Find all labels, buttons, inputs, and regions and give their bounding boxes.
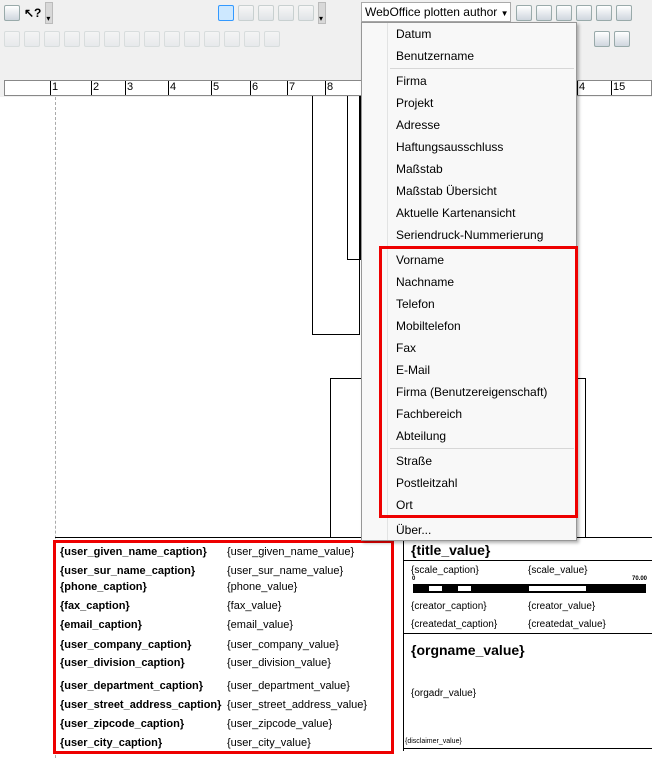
ruler-tick: 3 <box>127 81 134 93</box>
toolbar-row-1-mid <box>214 0 330 26</box>
layout-select[interactable] <box>361 2 511 22</box>
user-field-caption[interactable]: {email_caption} <box>60 619 142 631</box>
user-field-caption[interactable]: {user_department_caption} <box>60 680 204 692</box>
user-field-value[interactable]: {user_city_value} <box>227 737 311 749</box>
scalebar-start: 0 <box>412 576 416 582</box>
align-icon[interactable] <box>144 31 160 47</box>
center-icon[interactable] <box>164 31 180 47</box>
menu-separator <box>390 68 574 69</box>
move-icon[interactable] <box>104 31 120 47</box>
menu-item[interactable]: Benutzername <box>396 49 475 63</box>
chevron-down-icon: ▼ <box>500 9 509 18</box>
user-field-value[interactable]: {fax_value} <box>227 600 282 612</box>
user-field-caption[interactable]: {user_street_address_caption} <box>60 699 222 711</box>
menu-item[interactable]: Firma (Benutzereigenschaft) <box>396 385 548 399</box>
ruler-tick: 2 <box>93 81 100 93</box>
user-field-value[interactable]: {user_given_name_value} <box>227 546 355 558</box>
creator-caption: {creator_caption} <box>411 601 487 612</box>
user-items-highlight <box>379 246 578 518</box>
user-field-caption[interactable]: {user_sur_name_caption} <box>60 565 196 577</box>
menu-item[interactable]: Mobiltelefon <box>396 319 461 333</box>
ruler-tick: 4 <box>170 81 177 93</box>
title-block[interactable] <box>403 538 652 751</box>
scalebar <box>413 584 646 593</box>
database-icon[interactable] <box>278 5 294 21</box>
menu-item[interactable]: Postleitzahl <box>396 476 458 490</box>
copy-icon[interactable] <box>238 5 254 21</box>
cross-icon[interactable] <box>184 31 200 47</box>
menu-item[interactable]: Fax <box>396 341 417 355</box>
menu-item[interactable]: Telefon <box>396 297 435 311</box>
select-icon[interactable] <box>4 31 20 47</box>
ruler-tick: 5 <box>213 81 220 93</box>
help-pointer-icon[interactable]: ↖? <box>24 6 42 20</box>
image-icon[interactable] <box>244 31 260 47</box>
user-field-caption[interactable]: {user_division_caption} <box>60 657 185 669</box>
resize-icon[interactable] <box>124 31 140 47</box>
title-value: {title_value} <box>411 542 491 558</box>
polygon-icon[interactable] <box>84 31 100 47</box>
menu-item[interactable]: Aktuelle Kartenansicht <box>396 206 516 220</box>
curve-icon[interactable] <box>64 31 80 47</box>
menu-item[interactable]: Fachbereich <box>396 407 463 421</box>
toolbar-row-2-right <box>590 26 634 52</box>
ruler-tick: 7 <box>289 81 296 93</box>
scale-value: {scale_value} <box>528 565 588 576</box>
user-field-value[interactable]: {phone_value} <box>227 581 298 593</box>
document-icon[interactable] <box>616 5 632 21</box>
user-field-caption[interactable]: {phone_caption} <box>60 581 147 593</box>
menu-item[interactable]: Über... <box>396 523 432 537</box>
creator-value: {creator_value} <box>528 601 596 612</box>
map-delete-icon[interactable] <box>614 31 630 47</box>
menu-item[interactable]: Adresse <box>396 118 441 132</box>
user-field-value[interactable]: {user_division_value} <box>227 657 331 669</box>
menu-item[interactable]: Maßstab Übersicht <box>396 184 497 198</box>
scale-caption: {scale_caption} <box>411 565 479 576</box>
createdat-value: {createdat_value} <box>528 619 606 630</box>
ruler-tick: 15 <box>613 81 626 93</box>
divider <box>404 560 652 561</box>
orgname-value: {orgname_value} <box>411 642 525 658</box>
layout-select-value: WebOffice plotten author <box>365 5 498 19</box>
table-icon[interactable] <box>224 31 240 47</box>
save-copy-icon[interactable] <box>556 5 572 21</box>
user-field-value[interactable]: {user_company_value} <box>227 639 339 651</box>
map-export-icon[interactable] <box>594 31 610 47</box>
rotate-icon[interactable] <box>204 31 220 47</box>
sort-icon[interactable] <box>298 5 314 21</box>
ruler-tick: 8 <box>327 81 334 93</box>
menu-item[interactable]: Straße <box>396 454 433 468</box>
menu-item[interactable]: Nachname <box>396 275 455 289</box>
menu-item[interactable]: Haftungsausschluss <box>396 140 504 154</box>
user-field-caption[interactable]: {user_zipcode_caption} <box>60 718 185 730</box>
ruler-tick: 4 <box>579 81 586 93</box>
divider <box>404 633 652 634</box>
toolbar-row-2 <box>0 26 284 52</box>
menu-item[interactable]: Vorname <box>396 253 445 267</box>
user-field-value[interactable]: {user_department_value} <box>227 680 350 692</box>
menu-item[interactable]: E-Mail <box>396 363 431 377</box>
toolbar-row-1-left <box>0 0 57 26</box>
user-field-caption[interactable]: {user_given_name_caption} <box>60 546 207 558</box>
orgadr-value: {orgadr_value} <box>411 688 477 699</box>
user-field-value[interactable]: {email_value} <box>227 619 294 631</box>
list-icon[interactable] <box>596 5 612 21</box>
save-layout-icon[interactable] <box>516 5 532 21</box>
ruler-tick: 6 <box>252 81 259 93</box>
save-as-icon[interactable] <box>536 5 552 21</box>
user-field-value[interactable]: {user_zipcode_value} <box>227 718 333 730</box>
createdat-caption: {createdat_caption} <box>411 619 498 630</box>
menu-item[interactable]: Projekt <box>396 96 434 110</box>
menu-item[interactable]: Abteilung <box>396 429 447 443</box>
menu-item[interactable]: Seriendruck-Nummerierung <box>396 228 544 242</box>
menu-item[interactable]: Ort <box>396 498 413 512</box>
menu-item[interactable]: Maßstab <box>396 162 443 176</box>
menu-item[interactable]: Datum <box>396 27 432 41</box>
menu-item[interactable]: Firma <box>396 74 427 88</box>
scalebar-end: 70.00 <box>632 576 648 582</box>
select-text-icon[interactable] <box>24 31 40 47</box>
user-field-value[interactable]: {user_street_address_value} <box>227 699 368 711</box>
user-field-caption[interactable]: {fax_caption} <box>60 600 130 612</box>
print-icon[interactable] <box>576 5 592 21</box>
line-icon[interactable] <box>44 31 60 47</box>
ruler-tick: 1 <box>52 81 59 93</box>
disclaimer-value: {disclaimer_value} <box>405 738 462 745</box>
layout-icon[interactable] <box>258 5 274 21</box>
tool-icon[interactable] <box>4 5 20 21</box>
user-field-value[interactable]: {user_sur_name_value} <box>227 565 344 577</box>
edit-icon[interactable] <box>218 5 234 21</box>
toolbar-overflow[interactable] <box>318 2 326 24</box>
user-field-caption[interactable]: {user_city_caption} <box>60 737 163 749</box>
overview-frame[interactable] <box>347 96 361 260</box>
properties-icon[interactable] <box>264 31 280 47</box>
user-field-caption[interactable]: {user_company_caption} <box>60 639 192 651</box>
toolbar-overflow[interactable] <box>45 2 53 24</box>
divider <box>404 748 652 749</box>
